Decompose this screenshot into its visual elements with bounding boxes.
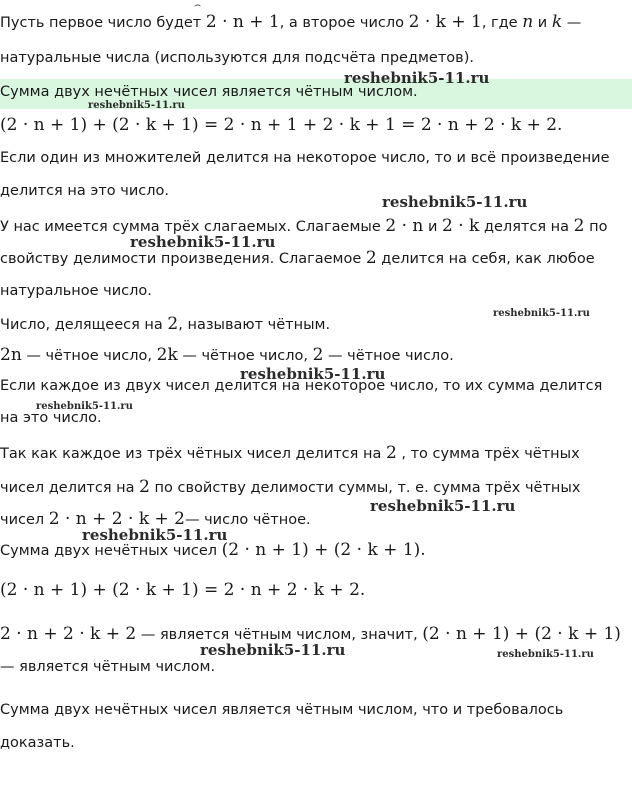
conclusion-line-1: Сумма двух нечётных чисел является чётным числом, что и требовалось	[0, 702, 564, 718]
text-line-9: натуральное число.	[0, 283, 152, 299]
text-line-16: чисел 2 · n + 2 · k + 2— число чётное.	[0, 509, 311, 529]
equation-1: (2 · n + 1) + (2 · k + 1) = 2 · n + 1 + 2 · k + 1 = 2 · n + 2 · k + 2.	[0, 115, 563, 135]
text-line-15: чисел делится на 2 по свойству делимости суммы, т. е. сумма трёх чётных	[0, 477, 581, 497]
text-line-11: 2n — чётное число, 2k — чётное число, 2 — чётное число.	[0, 345, 454, 365]
watermark: reshebnik5-11.ru	[130, 233, 276, 251]
caret-glyph: ⌢	[194, 0, 202, 11]
watermark: reshebnik5-11.ru	[240, 365, 386, 383]
watermark: reshebnik5-11.ru	[382, 193, 528, 211]
text-line-17: Сумма двух нечётных чисел (2 · n + 1) + (2 · k + 1).	[0, 540, 426, 560]
watermark: reshebnik5-11.ru	[200, 641, 346, 659]
text-line-12: Если каждое из двух чисел делится на некоторое число, то их сумма делится	[0, 378, 603, 394]
text-line-13: на это число.	[0, 410, 102, 426]
watermark: reshebnik5-11.ru	[82, 526, 228, 544]
watermark: reshebnik5-11.ru	[497, 649, 594, 660]
text-line-7: У нас имеется сумма трёх слагаемых. Слагаемые 2 · n и 2 · k делятся на 2 по	[0, 216, 608, 236]
text-line-8: свойству делимости произведения. Слагаемое 2 делится на себя, как любое	[0, 248, 595, 268]
text-line-6: делится на это число.	[0, 183, 169, 199]
watermark: reshebnik5-11.ru	[88, 100, 185, 111]
text-line-10: Число, делящееся на 2, называют чётным.	[0, 314, 331, 334]
highlighted-statement: Сумма двух нечётных чисел является чётным числом.	[0, 84, 418, 100]
conclusion-line-2: доказать.	[0, 735, 75, 751]
text-line-1: Пусть первое число будет 2 · n + 1, а второе число 2 · k + 1, где n и k —	[0, 12, 582, 32]
watermark: reshebnik5-11.ru	[36, 401, 133, 412]
text-line-20: — является чётным числом.	[0, 659, 216, 675]
watermark: reshebnik5-11.ru	[344, 69, 490, 87]
watermark: reshebnik5-11.ru	[493, 308, 590, 319]
text-line-5: Если один из множителей делится на некоторое число, то и всё произведение	[0, 150, 610, 166]
text-line-19: 2 · n + 2 · k + 2 — является чётным числом, значит, (2 · n + 1) + (2 · k + 1)	[0, 624, 621, 644]
equation-2: (2 · n + 1) + (2 · k + 1) = 2 · n + 2 · k + 2.	[0, 580, 366, 600]
text-line-2: натуральные числа (используются для подсчёта предметов).	[0, 50, 474, 66]
text-line-14: Так как каждое из трёх чётных чисел делится на 2 , то сумма трёх чётных	[0, 443, 580, 463]
watermark: reshebnik5-11.ru	[370, 497, 516, 515]
